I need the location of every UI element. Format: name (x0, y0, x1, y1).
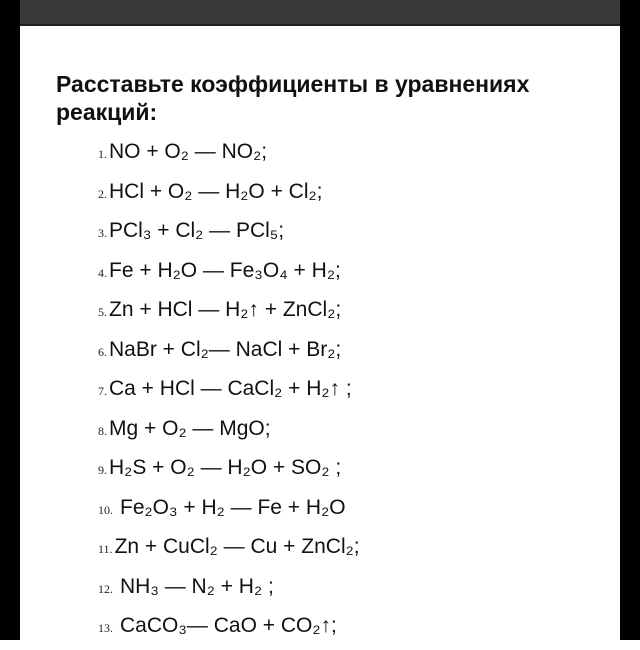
equation-number: 9. (98, 463, 107, 477)
equation-row (98, 531, 360, 571)
equation-row (98, 136, 360, 176)
left-frame-border (0, 0, 20, 640)
equation-text: Ca + HCl — CaCl₂ + H₂↑ ; (109, 377, 352, 400)
equation-row (98, 413, 360, 453)
document-page (20, 26, 620, 640)
equation-list (98, 136, 360, 650)
equation-row (98, 334, 360, 374)
equation-text: PCl₃ + Cl₂ — PCl₅; (109, 219, 285, 242)
equation-row (98, 215, 360, 255)
equation-text: Zn + HCl — H₂↑ + ZnCl₂; (109, 298, 342, 321)
equation-number: 12. (98, 581, 113, 596)
equation-row (98, 176, 360, 216)
equation-number: 2. (98, 186, 107, 201)
equation-text: H₂S + O₂ — H₂O + SO₂ ; (109, 456, 342, 479)
equation-number: 10. (98, 502, 113, 517)
equation-row (98, 294, 360, 334)
equation-text: NaBr + Cl₂— NaCl + Br₂; (109, 337, 342, 361)
equation-row (98, 571, 360, 611)
equation-number: 13. (98, 621, 113, 635)
right-frame-border (620, 0, 640, 640)
equation-text: CaCO₃— CaO + CO₂↑; (120, 614, 337, 637)
equation-number: 8. (98, 423, 107, 438)
equation-text: NO + O₂ — NO₂; (109, 140, 268, 163)
equation-number: 5. (98, 305, 107, 319)
equation-text: HCl + O₂ — H₂O + Cl₂; (109, 179, 323, 203)
equation-number: 11. (98, 542, 113, 556)
equation-text: Mg + O₂ — MgO; (109, 416, 271, 440)
equation-text: Fe₂O₃ + H₂ — Fe + H₂O (120, 495, 346, 519)
equation-row (98, 452, 360, 492)
equation-text: Zn + CuCl₂ — Cu + ZnCl₂; (114, 535, 360, 558)
equation-row (98, 610, 360, 650)
equation-row (98, 373, 360, 413)
task-title: Расставьте коэффициенты в уравнениях реакций: (56, 71, 530, 125)
equation-number: 6. (98, 344, 107, 359)
equation-number: 3. (98, 226, 107, 240)
equation-number: 1. (98, 147, 107, 161)
equation-text: Fe + H₂O — Fe₃O₄ + H₂; (109, 258, 341, 282)
equation-text: NH₃ — N₂ + H₂ ; (120, 574, 274, 598)
equation-row (98, 492, 360, 532)
equation-row (98, 255, 360, 295)
equation-number: 4. (98, 265, 107, 280)
top-toolbar (20, 0, 620, 26)
equation-number: 7. (98, 384, 107, 398)
